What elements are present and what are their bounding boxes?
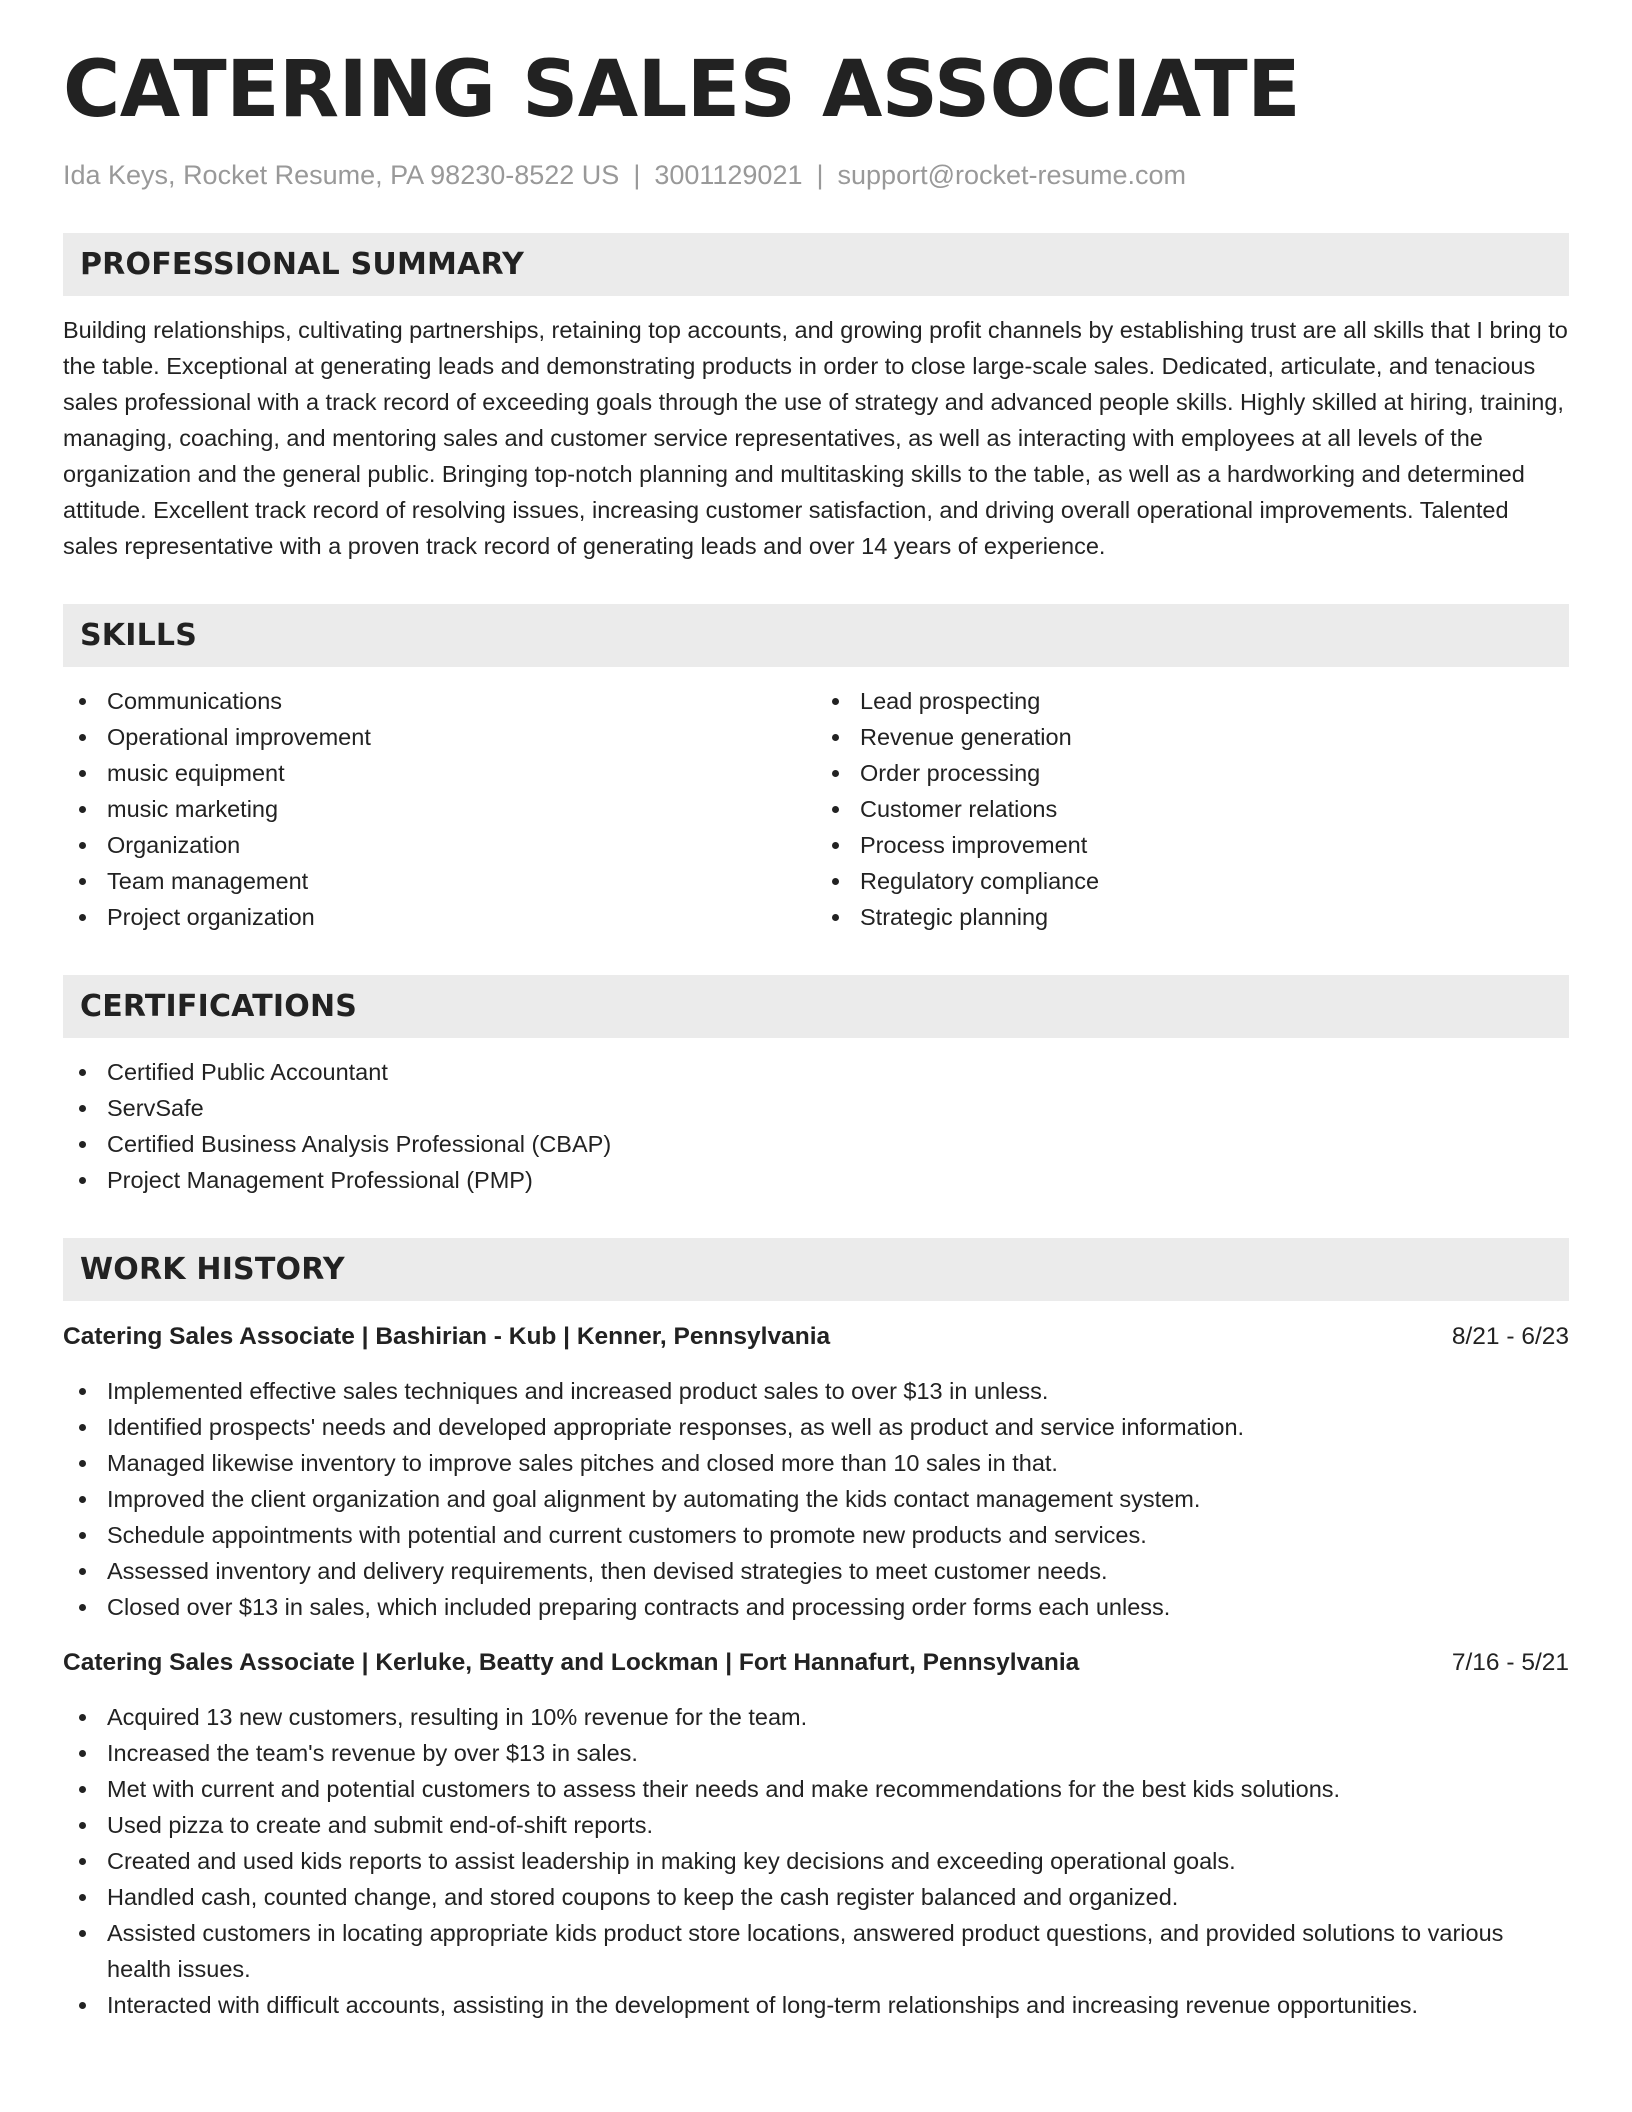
list-item: Communications — [63, 683, 816, 719]
list-item: Project organization — [63, 899, 816, 935]
list-item: Met with current and potential customers to assess their needs and make recommendations for the best kids solutions. — [63, 1771, 1569, 1807]
list-item: Used pizza to create and submit end-of-shift reports. — [63, 1807, 1569, 1843]
skills-column-left — [63, 683, 816, 935]
section-title: PROFESSIONAL SUMMARY — [80, 246, 525, 282]
list-item: ServSafe — [63, 1090, 1569, 1126]
section-header-certifications — [63, 975, 1569, 1038]
list-item: Created and used kids reports to assist leadership in making key decisions and exceeding operational goals. — [63, 1843, 1569, 1879]
list-item: Process improvement — [816, 827, 1569, 863]
job-dates: 7/16 - 5/21 — [1451, 1648, 1569, 1676]
list-item: Acquired 13 new customers, resulting in 10% revenue for the team. — [63, 1699, 1569, 1735]
contact-line — [63, 158, 1569, 193]
job-entry — [63, 1319, 1569, 1625]
list-item: Order processing — [816, 755, 1569, 791]
list-item: Interacted with difficult accounts, assisting in the development of long-term relationships and increasing revenue opportunities. — [63, 1987, 1569, 2023]
skills-list — [63, 667, 1569, 935]
section-header-summary — [63, 233, 1569, 296]
work-history-list — [63, 1319, 1569, 2023]
resume-title: CATERING SALES ASSOCIATE — [63, 45, 1301, 135]
summary-text: Building relationships, cultivating partnerships, retaining top accounts, and growing profit channels by establishing trust are all skills that I bring to the table. Exceptional at generating leads and demonstrating products in order to close large-scale sales. Dedicated, articulate, and tenacious sales professional with a track record of exceeding goals through the use of strategy and advanced people skills. Highly skilled at hiring, training, managing, coaching, and mentoring sales and customer service representatives, as well as interacting with employees at all levels of the organization and the general public. Bringing top-notch planning and multitasking skills to the table, as well as a hardworking and determined attitude. Excellent track record of resolving issues, increasing customer satisfaction, and driving overall operational improvements. Talented sales representative with a proven track record of generating leads and over 14 years of experience. — [63, 316, 1568, 559]
list-item: Strategic planning — [816, 899, 1569, 935]
list-item: Organization — [63, 827, 816, 863]
job-bullets — [63, 1699, 1569, 2023]
section-header-skills — [63, 604, 1569, 667]
list-item: Lead prospecting — [816, 683, 1569, 719]
list-item: Regulatory compliance — [816, 863, 1569, 899]
contact-email: support@rocket-resume.com — [837, 159, 1187, 190]
job-dates: 8/21 - 6/23 — [1451, 1322, 1569, 1350]
list-item: Customer relations — [816, 791, 1569, 827]
skills-column-right — [816, 683, 1569, 935]
list-item: Increased the team's revenue by over $13 in sales. — [63, 1735, 1569, 1771]
job-title: Catering Sales Associate | Bashirian - Kub | Kenner, Pennsylvania — [63, 1322, 831, 1350]
section-title: WORK HISTORY — [80, 1251, 345, 1287]
list-item: Assisted customers in locating appropriate kids product store locations, answered product questions, and provided solutions to various health issues. — [63, 1915, 1569, 1987]
list-item: Closed over $13 in sales, which included preparing contracts and processing order forms each unless. — [63, 1589, 1569, 1625]
contact-separator: | — [816, 159, 824, 190]
list-item: Project Management Professional (PMP) — [63, 1162, 1569, 1198]
job-bullets — [63, 1373, 1569, 1625]
contact-separator: | — [633, 159, 641, 190]
list-item: Implemented effective sales techniques and increased product sales to over $13 in unless. — [63, 1373, 1569, 1409]
list-item: Managed likewise inventory to improve sales pitches and closed more than 10 sales in that. — [63, 1445, 1569, 1481]
job-header — [63, 1645, 1569, 1681]
list-item: Improved the client organization and goal alignment by automating the kids contact management system. — [63, 1481, 1569, 1517]
list-item: Revenue generation — [816, 719, 1569, 755]
list-item: Schedule appointments with potential and current customers to promote new products and services. — [63, 1517, 1569, 1553]
list-item: Certified Public Accountant — [63, 1054, 1569, 1090]
list-item: Team management — [63, 863, 816, 899]
list-item: music equipment — [63, 755, 816, 791]
job-entry — [63, 1645, 1569, 2023]
section-title: CERTIFICATIONS — [80, 988, 358, 1024]
certifications-list — [63, 1054, 1569, 1198]
section-title: SKILLS — [80, 617, 198, 653]
job-header — [63, 1319, 1569, 1355]
contact-phone: 3001129021 — [654, 159, 803, 190]
contact-address: Ida Keys, Rocket Resume, PA 98230-8522 US — [63, 159, 620, 190]
section-header-work — [63, 1238, 1569, 1301]
list-item: Handled cash, counted change, and stored coupons to keep the cash register balanced and organized. — [63, 1879, 1569, 1915]
list-item: Certified Business Analysis Professional (CBAP) — [63, 1126, 1569, 1162]
list-item: Identified prospects' needs and developed appropriate responses, as well as product and service information. — [63, 1409, 1569, 1445]
list-item: Operational improvement — [63, 719, 816, 755]
job-title: Catering Sales Associate | Kerluke, Beatty and Lockman | Fort Hannafurt, Pennsylvania — [63, 1648, 1080, 1676]
list-item: Assessed inventory and delivery requirements, then devised strategies to meet customer needs. — [63, 1553, 1569, 1589]
list-item: music marketing — [63, 791, 816, 827]
